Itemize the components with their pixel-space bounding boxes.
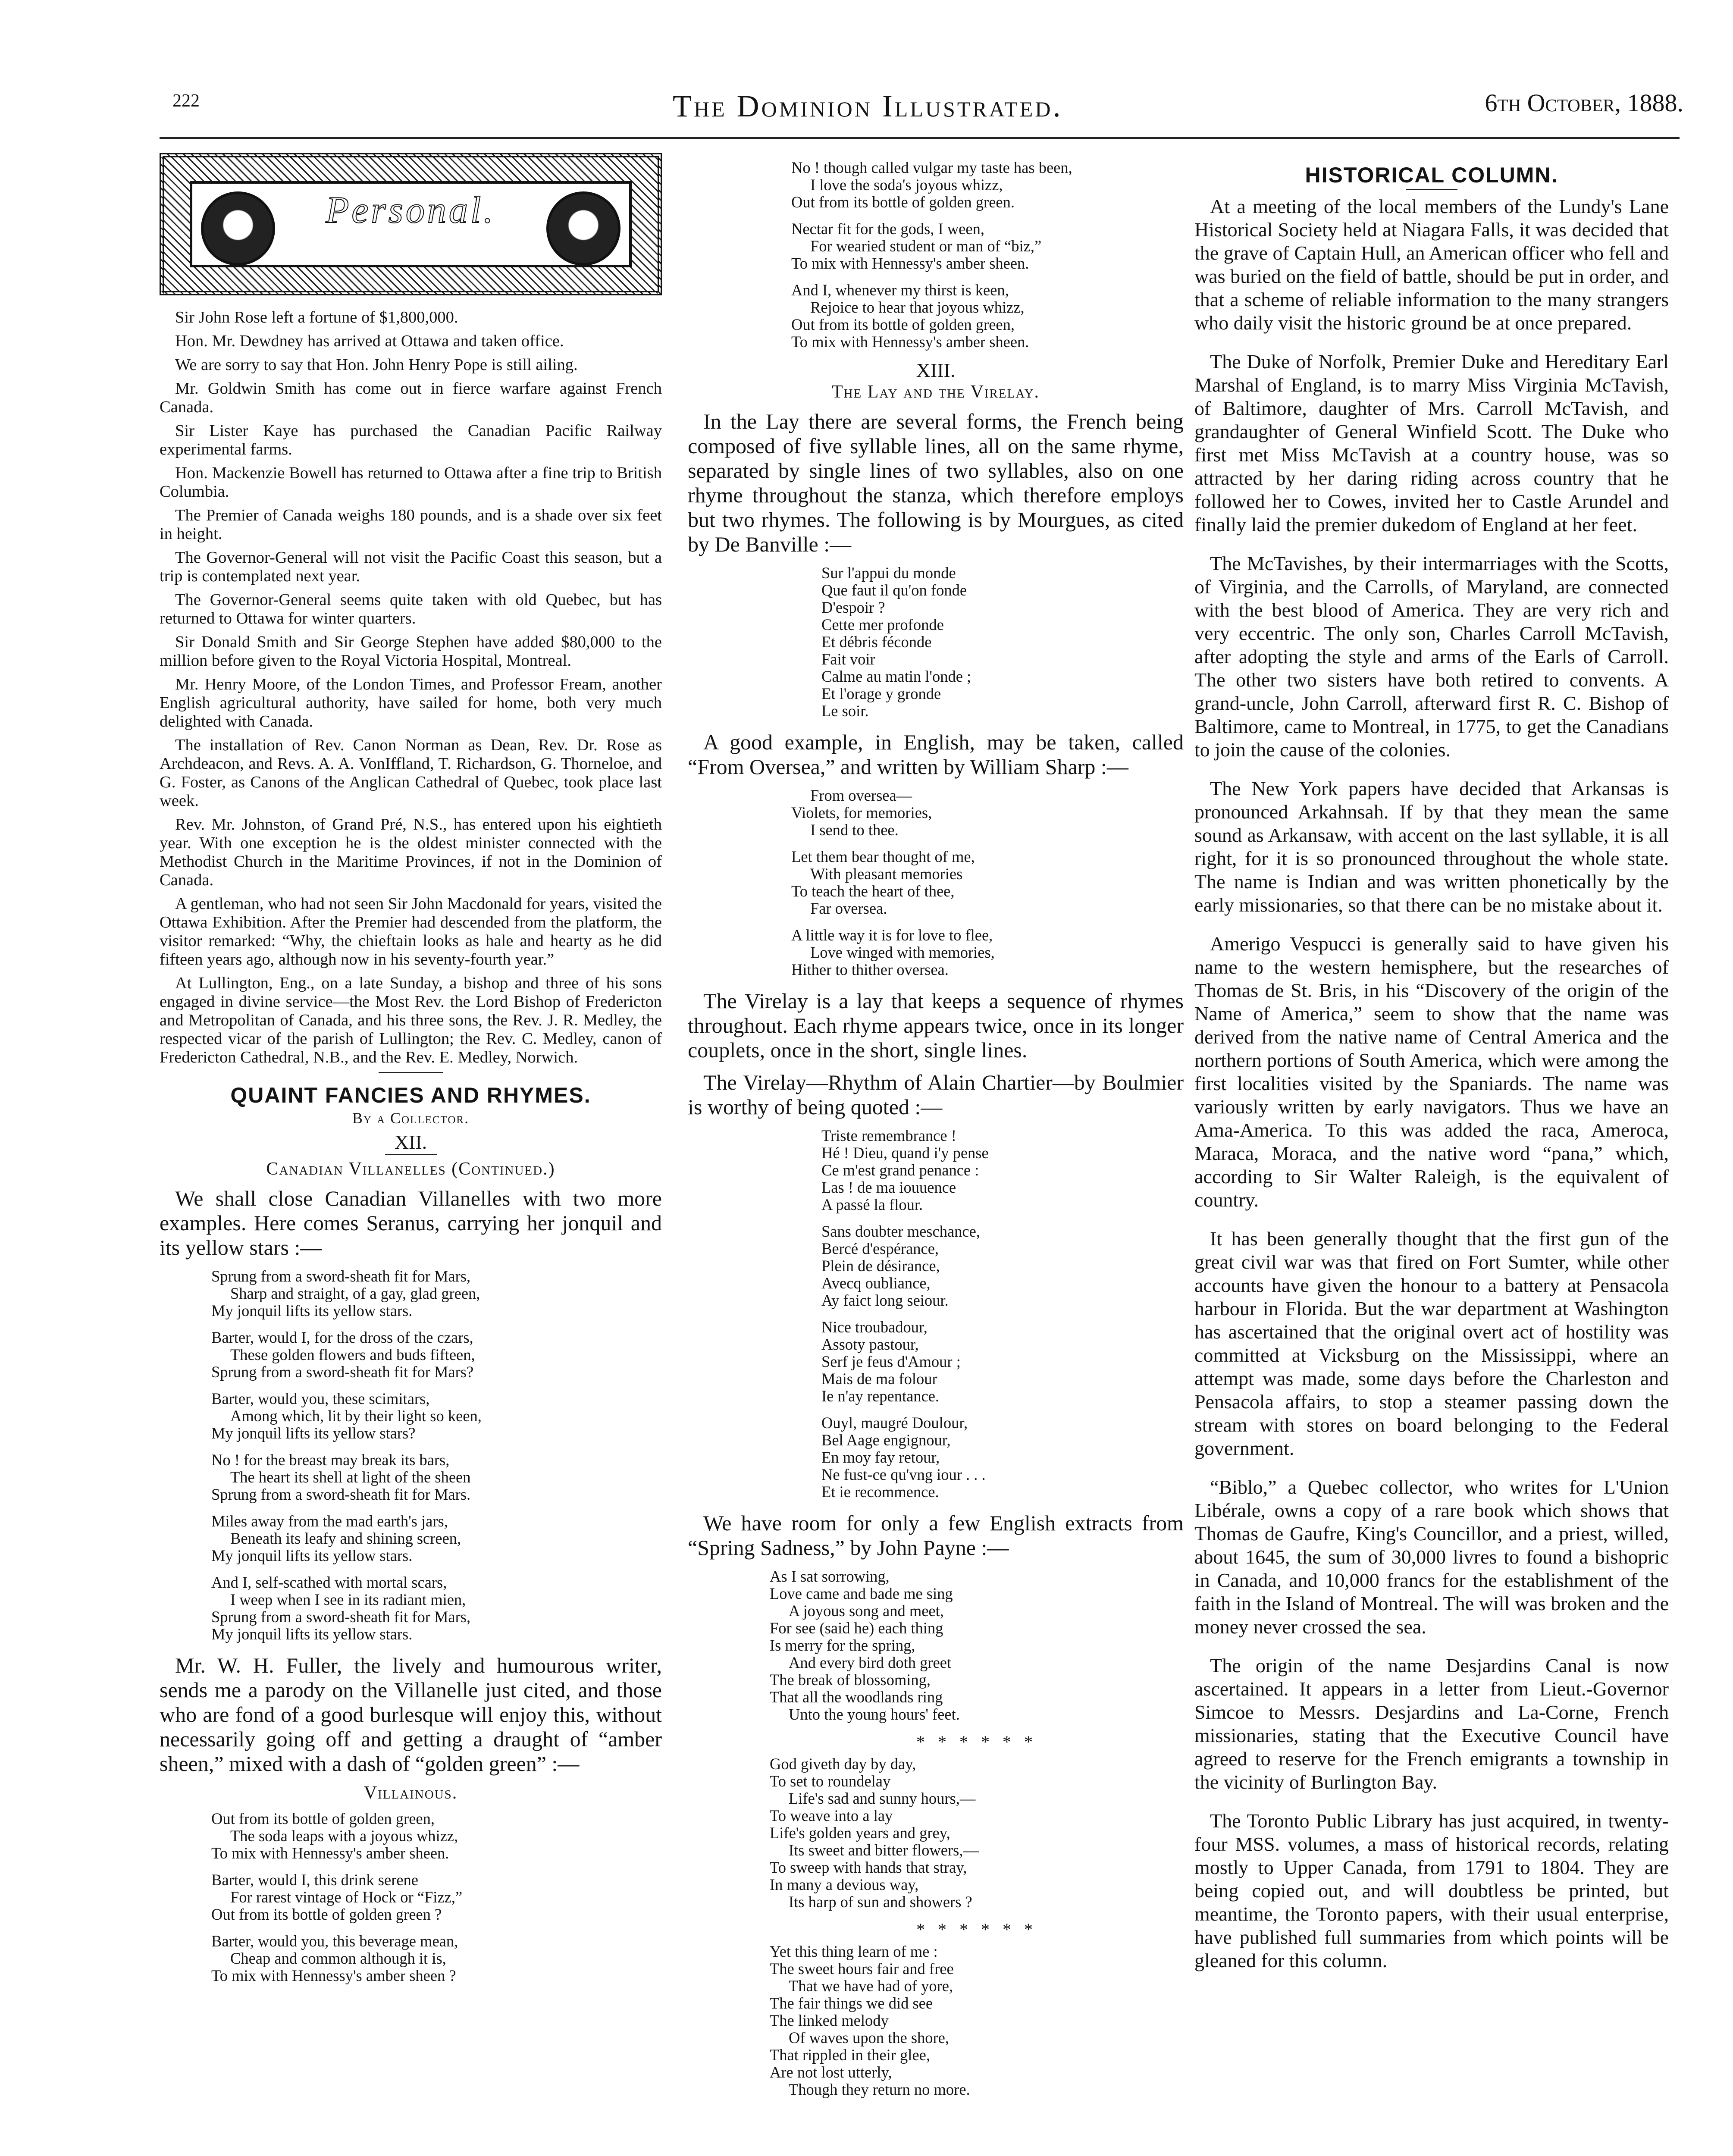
verse-line: Barter, would I, for the dross of the czars, xyxy=(211,1329,473,1346)
verse-line: Et ie recommence. xyxy=(821,1483,939,1501)
verse-line: Serf je feus d'Amour ; xyxy=(821,1353,961,1370)
stanza xyxy=(791,220,1184,272)
verse-line: Et débris féconde xyxy=(821,633,932,651)
historical-paragraph: The Duke of Norfolk, Premier Duke and Hereditary Earl Marshal of England, is to marry Miss Virginia McTavish, of Baltimore, daughter of Mrs. Carroll McTavish, and grandaughter of General Winfield Scott. The Duke who first met Miss McTavish at a country house, was so attracted by her daring riding across country that he followed her to Cowes, invited her to Castle Arundel and finally laid the premier dukedom of England at her feet. xyxy=(1194,351,1669,536)
verse-line: Let them bear thought of me, xyxy=(791,848,975,865)
verse-line: Among which, lit by their light so keen, xyxy=(230,1407,482,1425)
byline: By a Collector. xyxy=(352,1109,470,1127)
verse-line: Life's sad and sunny hours,— xyxy=(789,1789,976,1807)
verse-line: Fait voir xyxy=(821,650,875,668)
stanza xyxy=(791,282,1184,351)
verse-line: Bel Aage engignour, xyxy=(821,1431,951,1449)
personal-item: Sir John Rose left a fortune of $1,800,000. xyxy=(175,308,458,326)
numeral-rule xyxy=(385,1154,437,1155)
verse-line: No ! though called vulgar my taste has been, xyxy=(791,159,1072,176)
verse-line: Sur l'appui du monde xyxy=(821,564,956,582)
verse-line: D'espoir ? xyxy=(821,599,885,616)
portrait-medallion-icon xyxy=(546,191,620,266)
oversea-poem xyxy=(688,787,1184,978)
intro-paragraph: We shall close Canadian Villanelles with two more examples. Here comes Seranus, carrying her jonquil and its yellow stars :— xyxy=(160,1186,662,1260)
personal-item: Hon. Mr. Dewdney has arrived at Ottawa and taken office. xyxy=(175,332,564,350)
historical-column-title: HISTORICAL COLUMN. xyxy=(1305,163,1558,187)
historical-paragraph: The Toronto Public Library has just acquired, in twenty-four MSS. volumes, a mass of historical records, relating mostly to Upper Canada, from 1791 to 1804. They are being copied out, and will doubtless be printed, but meantime, the Toronto papers, with their usual enterprise, have published full summaries from which points will be gleaned for this column. xyxy=(1194,1810,1669,1971)
verse-line: Violets, for memories, xyxy=(791,804,932,821)
verse-line: Ie n'ay repentance. xyxy=(821,1387,940,1405)
stanza xyxy=(211,1268,662,1319)
verse-line: Mais de ma folour xyxy=(821,1370,937,1388)
stanza xyxy=(791,848,1184,917)
verse-line: The sweet hours fair and free xyxy=(770,1960,954,1977)
verse-line: The break of blossoming, xyxy=(770,1671,931,1689)
verse-line: Sharp and straight, of a gay, glad green, xyxy=(230,1285,480,1302)
column-2 xyxy=(688,153,1184,2109)
verse-line: That we have had of yore, xyxy=(789,1977,953,1995)
historical-paragraph: It has been generally thought that the first gun of the great civil war was that fired on Fort Sumter, while other accounts have given the honour to a battery at Pensacola harbour in Florida. But the war department at Washington has ascertained that the original overt act of hostility was committed at Vicksburg on the Mississippi, where an attempt was made, some days before the Charleston and Pensacola affairs, to stop a steamer passing down the stream with stores on board belonging to the Federal government. xyxy=(1194,1228,1669,1459)
verse-line: Out from its bottle of golden green ? xyxy=(211,1905,442,1923)
verse-line: Nice troubadour, xyxy=(821,1318,928,1336)
verse-line: Ne fust-ce qu'vng iour . . . xyxy=(821,1466,986,1483)
verse-line: And every bird doth greet xyxy=(789,1654,952,1671)
verse-line: Its sweet and bitter flowers,— xyxy=(789,1841,979,1859)
verse-line: Sans doubter meschance, xyxy=(821,1222,980,1240)
verse-line: Barter, would you, these scimitars, xyxy=(211,1390,430,1407)
verse-line: A little way it is for love to flee, xyxy=(791,926,993,944)
verse-line: I weep when I see in its radiant mien, xyxy=(230,1591,466,1608)
verse-line: Que faut il qu'on fonde xyxy=(821,581,967,599)
verse-line: The soda leaps with a joyous whizz, xyxy=(230,1827,458,1845)
personal-item: Mr. Goldwin Smith has come out in fierce warfare against French Canada. xyxy=(160,379,662,416)
verse-line: Rejoice to hear that joyous whizz, xyxy=(810,298,1025,316)
part-numeral: XIII. xyxy=(916,359,956,381)
stanza xyxy=(821,1414,1184,1501)
verse-line: In many a devious way, xyxy=(770,1876,919,1893)
historical-paragraph: At a meeting of the local members of the Lundy's Lane Historical Society held at Niagara Falls, it was decided that the grave of Captain Hull, an American officer who fell and was buried on the field of battle, should be put in order, and that a scheme of reliable information to the many strangers who daily visit the historic ground be at once prepared. xyxy=(1194,195,1669,334)
verse-line: No ! for the breast may break its bars, xyxy=(211,1451,450,1469)
banner-title: Personal. xyxy=(326,189,496,231)
personal-item: The Governor-General seems quite taken with old Quebec, but has returned to Ottawa for winter quarters. xyxy=(160,591,662,627)
column-1 xyxy=(160,153,662,1995)
verse-line: Triste remembrance ! xyxy=(821,1127,956,1144)
lay-intro: In the Lay there are several forms, the French being composed of five syllable lines, all on the same rhyme, separated by single lines of two syllables, also on one rhyme throughout the stanza, which therefore employs but two rhymes. The following is by Mourgues, as cited by De Banville :— xyxy=(688,409,1184,556)
personal-item: Rev. Mr. Johnston, of Grand Pré, N.S., has entered upon his eightieth year. With one exception he is the oldest minister connected with the Methodist Church in the Maritime Provinces, if not in the Dominion of Canada. xyxy=(160,815,662,889)
verse-line: Is merry for the spring, xyxy=(770,1636,915,1654)
verse-line: My jonquil lifts its yellow stars. xyxy=(211,1302,413,1319)
verse-line: Sprung from a sword-sheath fit for Mars? xyxy=(211,1363,474,1381)
verse-line: For see (said he) each thing xyxy=(770,1619,943,1637)
verse-line: The fair things we did see xyxy=(770,1994,933,2012)
verse-line: My jonquil lifts its yellow stars. xyxy=(211,1547,413,1564)
personal-item: The installation of Rev. Canon Norman as Dean, Rev. Dr. Rose as Archdeacon, and Revs. A. A. VonIffland, T. Richardson, G. Thorneloe, and G. Foster, as Canons of the Anglican Cathedral of Quebec, took place last week. xyxy=(160,736,662,810)
part-numeral: XII. xyxy=(394,1131,427,1153)
verse-line: To set to roundelay xyxy=(770,1772,891,1790)
historical-paragraph: “Biblo,” a Quebec collector, who writes for L'Union Libérale, owns a copy of a rare book which shows that Thomas de Gaufre, King's Councillor, and a priest, willed, about 1645, the sum of 30,000 livres to found a bishopric in Canada, and 10,000 francs for the establishment of the faith in the Island of Montreal. The will was broken and the money never crossed the sea. xyxy=(1194,1476,1669,1638)
oversea-intro: A good example, in English, may be taken, called “From Oversea,” and written by William Sharp :— xyxy=(688,730,1184,779)
historical-paragraph: The New York papers have decided that Arkansas is pronounced Arkahnsah. If by that they mean the same sound as Arkansaw, with accent on the last syllable, it is all right, for it is so pronounced throughout the whole state. The name is Indian and was written phonetically by the early missionaries, so that there can be no mistake about it. xyxy=(1194,777,1669,916)
publication-title: The Dominion Illustrated. xyxy=(673,89,1063,123)
stanza xyxy=(211,1390,662,1442)
verse-line: To mix with Hennessy's amber sheen. xyxy=(791,254,1029,272)
verse-line: Et l'orage y gronde xyxy=(821,685,941,702)
personal-item: Mr. Henry Moore, of the London Times, and Professor Fream, another English agricultural authority, have sailed for home, both very much delighted with Canada. xyxy=(160,675,662,730)
verse-line: Barter, would I, this drink serene xyxy=(211,1871,419,1889)
verse-line: A joyous song and meet, xyxy=(789,1602,944,1620)
stanza xyxy=(770,1568,1184,1723)
personal-item: Sir Donald Smith and Sir George Stephen have added $80,000 to the million before given to the Royal Victoria Hospital, Montreal. xyxy=(160,633,662,670)
verse-line: Ce m'est grand penance : xyxy=(821,1161,979,1179)
verse-line: Far oversea. xyxy=(810,899,887,917)
verse-line: Love winged with memories, xyxy=(810,943,995,961)
parody-title: Villainous. xyxy=(364,1783,458,1803)
personal-item: Sir Lister Kaye has purchased the Canadian Pacific Railway experimental farms. xyxy=(160,422,662,458)
verse-line: Beneath its leafy and shining screen, xyxy=(230,1529,461,1547)
header-rule xyxy=(160,137,1680,139)
column-3 xyxy=(1194,153,1669,1988)
personal-items xyxy=(160,308,662,1067)
stanza xyxy=(211,1451,662,1503)
stanza xyxy=(770,1755,1184,1911)
verse-line: A passé la flour. xyxy=(821,1196,923,1213)
historical-paragraph: The McTavishes, by their intermarriages with the Scotts, of Virginia, and the Carrolls, of Maryland, are connected with the best blood of America. They are very rich and very eccentric. The only son, Charles Carroll McTavish, after adopting the style and arms of the Earls of Carroll. The other two sisters have both retired to convents. A grand-uncle, John Carroll, afterward first R. C. Bishop of Baltimore, came to Montreal, in 1775, to get the Canadians to join the cause of the colonies. xyxy=(1194,552,1669,761)
verse-line: Hé ! Dieu, quand i'y pense xyxy=(821,1144,989,1162)
verse-line: Nectar fit for the gods, I ween, xyxy=(791,220,984,238)
virelay-intro: The Virelay is a lay that keeps a sequence of rhymes throughout. Each rhyme appears twice, once in its longer couplets, once in the short, single lines. xyxy=(688,989,1184,1062)
verse-line: Its harp of sun and showers ? xyxy=(789,1893,972,1911)
verse-line: Are not lost utterly, xyxy=(770,2063,892,2081)
verse-line: To mix with Hennessy's amber sheen ? xyxy=(211,1967,456,1984)
verse-line: Of waves upon the shore, xyxy=(789,2029,950,2046)
verse-line: Avecq oubliance, xyxy=(821,1274,931,1292)
personal-item: A gentleman, who had not seen Sir John Macdonald for years, visited the Ottawa Exhibition. After the Premier had descended from the platform, the visitor remarked: “Why, the chieftain looks as hale and hearty as he did fifteen years ago, although now in his seventy-fourth year.” xyxy=(160,895,662,968)
verse-line: To teach the heart of thee, xyxy=(791,882,955,900)
verse-line: The linked melody xyxy=(770,2012,889,2029)
stanza xyxy=(211,1871,662,1923)
verse-line: Ouyl, maugré Doulour, xyxy=(821,1414,968,1432)
verse-line: Ay faict long seiour. xyxy=(821,1291,949,1309)
verse-line: En moy fay retour, xyxy=(821,1448,940,1466)
stanza-break-stars: * * * * * * xyxy=(916,1920,1037,1939)
personal-banner xyxy=(160,153,662,295)
section-divider xyxy=(379,1072,443,1073)
part-subhead: Canadian Villanelles (Continued.) xyxy=(266,1159,555,1179)
personal-item: Hon. Mackenzie Bowell has returned to Ottawa after a fine trip to British Columbia. xyxy=(160,464,662,501)
lay-poem xyxy=(688,564,1184,720)
stanza xyxy=(821,1223,1184,1309)
verse-line: Love came and bade me sing xyxy=(770,1585,953,1602)
stanza xyxy=(821,564,1184,720)
verse-line: Out from its bottle of golden green. xyxy=(791,193,1015,211)
stanza xyxy=(211,1933,662,1984)
verse-line: From oversea— xyxy=(810,787,912,804)
verse-line: Hither to thither oversea. xyxy=(791,961,949,978)
verse-line: Life's golden years and grey, xyxy=(770,1824,950,1842)
verse-line: Cette mer profonde xyxy=(821,616,944,633)
verse-line: To mix with Hennessy's amber sheen. xyxy=(211,1844,449,1862)
personal-item: The Premier of Canada weighs 180 pounds, and is a shade over six feet in height. xyxy=(160,506,662,543)
verse-line: Cheap and common although it is, xyxy=(230,1949,446,1967)
stanza xyxy=(211,1574,662,1643)
stanza xyxy=(211,1329,662,1381)
verse-line: Miles away from the mad earth's jars, xyxy=(211,1512,448,1530)
personal-item: At Lullington, Eng., on a late Sunday, a bishop and three of his sons engaged in divine service—the Most Rev. the Lord Bishop of Fredericton and Metropolitan of Canada, and his three sons, the Rev. J. R. Medley, the respected vicar of the parish of Lullington; the Rev. C. Medley, canon of Fredericton Cathedral, N.B., and the Rev. E. Medley, Norwich. xyxy=(160,974,662,1066)
verse-line: For rarest vintage of Hock or “Fizz,” xyxy=(230,1888,463,1906)
page-number: 222 xyxy=(172,91,200,111)
payne-intro: We have room for only a few English extracts from “Spring Sadness,” by John Payne :— xyxy=(688,1511,1184,1560)
verse-line: I send to thee. xyxy=(810,821,899,839)
verse-line: Bercé d'espérance, xyxy=(821,1240,939,1257)
chartier-poem xyxy=(688,1127,1184,1501)
verse-line: I love the soda's joyous whizz, xyxy=(810,176,1003,194)
historical-paragraph: Amerigo Vespucci is generally said to have given his name to the western hemisphere, but the researches of Thomas de St. Bris, in his “Discovery of the origin of the Name of America,” seem to show that the name was derived from the native name of Central America and the northern portions of South America, which were among the first localities visited by the Spaniards. The name was variously written by early navigators. Thus we have an Ama-America. To this was added the raca, Ameroca, Maraca, Moraca, and the native word “pana,” which, according to Sir Walter Raleigh, is the equivalent of country. xyxy=(1194,933,1669,1211)
verse-line: My jonquil lifts its yellow stars? xyxy=(211,1424,416,1442)
verse-line: That rippled in their glee, xyxy=(770,2046,930,2064)
issue-date: 6th October, 1888. xyxy=(1485,89,1683,117)
verse-line: Barter, would you, this beverage mean, xyxy=(211,1932,458,1950)
verse-line: Though they return no more. xyxy=(789,2081,970,2098)
stanza xyxy=(791,927,1184,978)
verse-line: Sprung from a sword-sheath fit for Mars. xyxy=(211,1485,471,1503)
parody-poem xyxy=(160,1810,662,1984)
stanza xyxy=(211,1810,662,1862)
title-rule xyxy=(1406,189,1457,190)
verse-line: For wearied student or man of “biz,” xyxy=(810,237,1042,255)
part-subhead: The Lay and the Virelay. xyxy=(831,382,1040,402)
stanza xyxy=(211,1513,662,1564)
stanza xyxy=(770,1943,1184,2098)
verse-line: Le soir. xyxy=(821,702,869,720)
verse-line: My jonquil lifts its yellow stars. xyxy=(211,1625,413,1643)
verse-line: And I, self-scathed with mortal scars, xyxy=(211,1573,447,1591)
portrait-medallion-icon xyxy=(201,191,275,266)
section-title: QUAINT FANCIES AND RHYMES. xyxy=(230,1083,591,1107)
verse-line: That all the woodlands ring xyxy=(770,1688,943,1706)
banner-frame xyxy=(190,181,632,267)
historical-paragraph: The origin of the name Desjardins Canal is now ascertained. It appears in a letter from Lieut.-Governor Simcoe to Messrs. Desjardins and La-Corne, French missionaries, stating that the Executive Council have agreed to reserve for the French emigrants a township in the vicinity of Burlington Bay. xyxy=(1194,1655,1669,1793)
verse-line: With pleasant memories xyxy=(810,865,963,883)
verse-line: Sprung from a sword-sheath fit for Mars, xyxy=(211,1608,471,1626)
chartier-intro: The Virelay—Rhythm of Alain Chartier—by Boulmier is worthy of being quoted :— xyxy=(688,1070,1184,1119)
verse-line: God giveth day by day, xyxy=(770,1755,916,1773)
verse-line: To mix with Hennessy's amber sheen. xyxy=(791,333,1029,351)
stanza xyxy=(821,1127,1184,1213)
verse-line: The heart its shell at light of the sheen xyxy=(230,1468,471,1486)
verse-line: As I sat sorrowing, xyxy=(770,1567,890,1585)
verse-line: And I, whenever my thirst is keen, xyxy=(791,281,1009,299)
payne-poem xyxy=(688,1568,1184,2098)
parody-poem-continued xyxy=(688,159,1184,351)
villanelle-poem xyxy=(160,1268,662,1643)
stanza xyxy=(791,159,1184,211)
personal-item: The Governor-General will not visit the Pacific Coast this season, but a trip is contemplated next year. xyxy=(160,548,662,585)
verse-line: Out from its bottle of golden green, xyxy=(211,1810,435,1827)
verse-line: To sweep with hands that stray, xyxy=(770,1858,967,1876)
stanza xyxy=(821,1319,1184,1405)
verse-line: These golden flowers and buds fifteen, xyxy=(230,1346,475,1363)
stanza xyxy=(791,787,1184,839)
fuller-intro: Mr. W. H. Fuller, the lively and humourous writer, sends me a parody on the Villanelle just cited, and those who are fond of a good burlesque will enjoy this, without necessarily going off and getting a draught of “amber sheen,” mixed with a dash of “golden green” :— xyxy=(160,1653,662,1776)
verse-line: Sprung from a sword-sheath fit for Mars, xyxy=(211,1267,471,1285)
verse-line: Out from its bottle of golden green, xyxy=(791,316,1015,333)
verse-line: Las ! de ma iouuence xyxy=(821,1178,956,1196)
verse-line: Yet this thing learn of me : xyxy=(770,1943,938,1960)
verse-line: Plein de désirance, xyxy=(821,1257,940,1275)
verse-line: Assoty pastour, xyxy=(821,1335,919,1353)
personal-item: We are sorry to say that Hon. John Henry Pope is still ailing. xyxy=(175,356,578,374)
verse-line: To weave into a lay xyxy=(770,1807,893,1824)
stanza-break-stars: * * * * * * xyxy=(916,1732,1037,1752)
verse-line: Unto the young hours' feet. xyxy=(789,1705,960,1723)
verse-line: Calme au matin l'onde ; xyxy=(821,667,971,685)
